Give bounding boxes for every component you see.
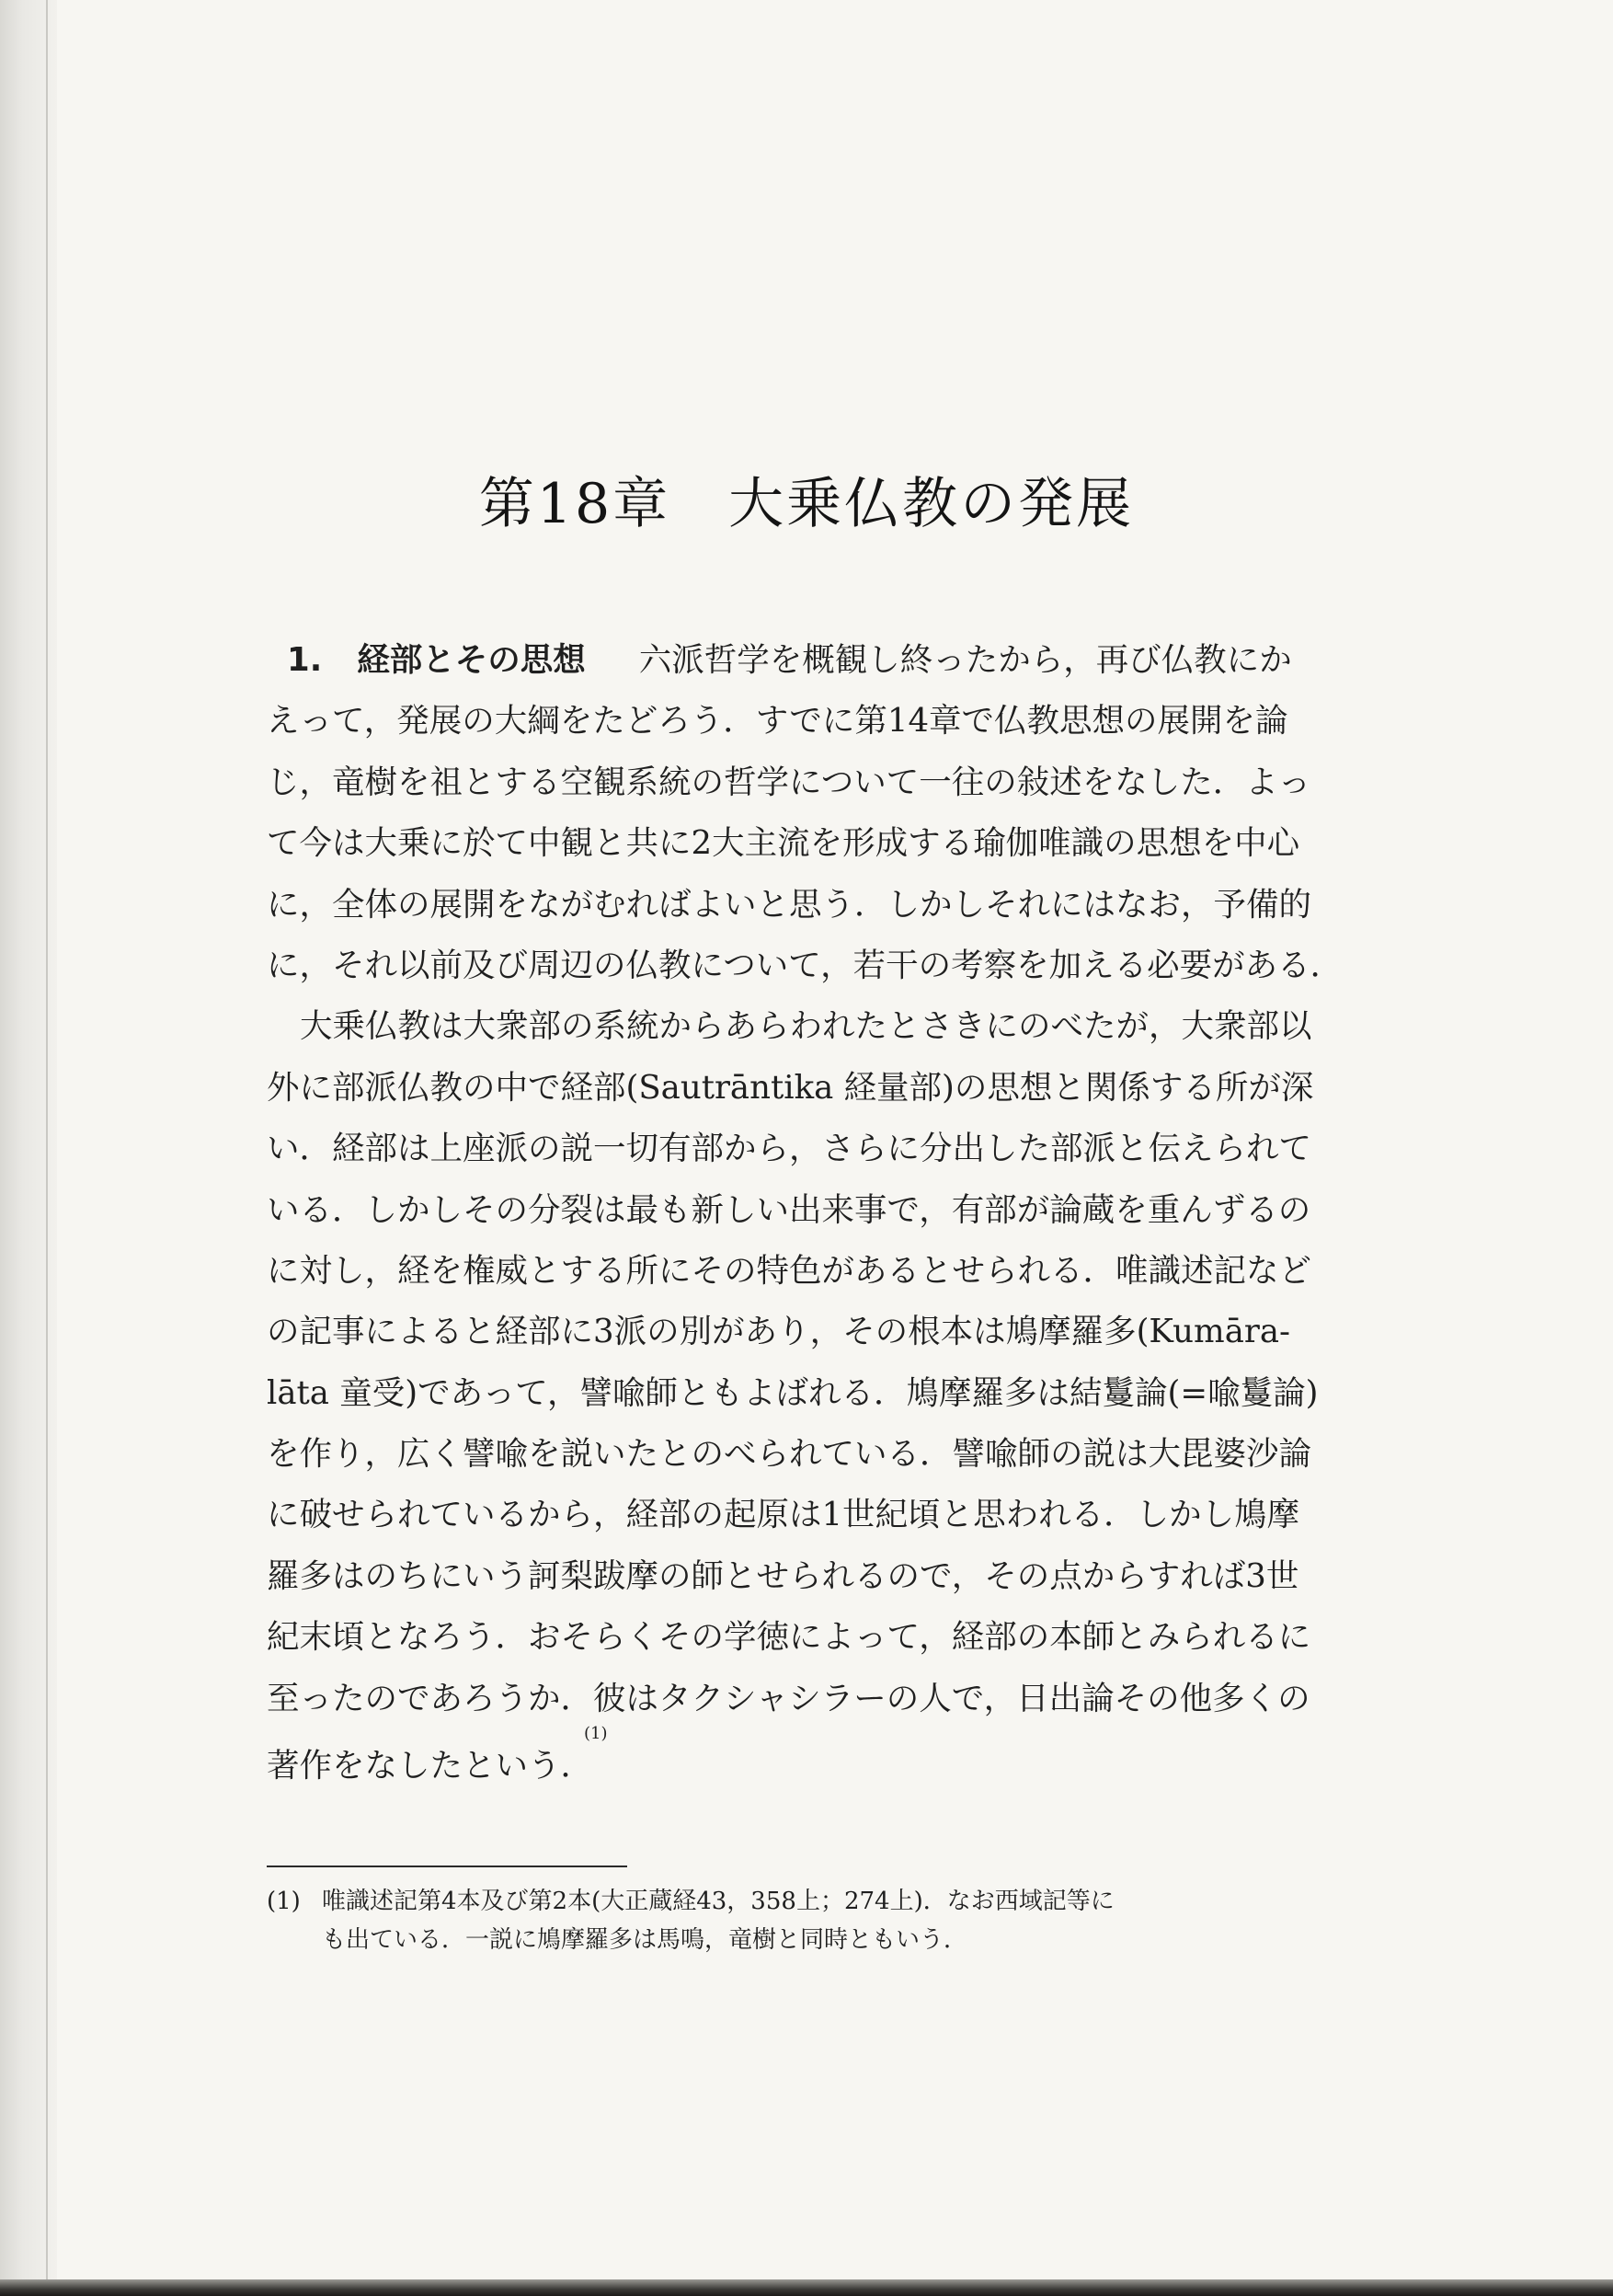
scan-gutter	[0, 0, 57, 2296]
paragraph-2-line: に対し，経を権威とする所にその特色があるとせられる．唯識述記など	[267, 1251, 1312, 1290]
footnote	[267, 1882, 1361, 1959]
paragraph-2-line: 外に部派仏教の中で経部(Sautrāntika 経量部)の思想と関係する所が深	[267, 1068, 1314, 1107]
footnote-line	[267, 1882, 1361, 1921]
paragraph-1-line: に，それ以前及び周辺の仏教について，若干の考察を加える必要がある．	[267, 946, 1344, 984]
paragraph-1-line	[267, 630, 1361, 691]
paragraph-1-line: えって，発展の大綱をたどろう．すでに第14章で仏教思想の展開を論	[267, 702, 1288, 740]
paragraph-2-line: を作り，広く譬喩を説いたとのべられている．譬喩師の説は大毘婆沙論	[267, 1435, 1312, 1474]
section-title: 経部とその思想	[357, 641, 586, 679]
paragraph-2-line: 至ったのであろうか．彼はタクシャシラーの人で，日出論その他多くの	[267, 1679, 1310, 1717]
footnote-number: (1)	[267, 1888, 301, 1915]
paragraph-2-line	[267, 1724, 1361, 1790]
paragraph-2-line: いる．しかしその分裂は最も新しい出来事で，有部が論蔵を重んずるの	[267, 1190, 1311, 1229]
paragraph-text: 著作をなしたという．	[267, 1746, 594, 1785]
footnote-text: 唯識述記第4本及び第2本(大正蔵経43，358上；274上)．なお西域記等に	[322, 1888, 1115, 1915]
paragraph-1-line: に，全体の展開をながむればよいと思う．しかしそれにはなお，予備的	[267, 885, 1312, 924]
paragraph-2-line: 大乗仏教は大衆部の系統からあらわれたとさきにのべたが，大衆部以	[300, 1007, 1312, 1046]
section-number: 1.	[287, 641, 323, 679]
paragraph-2-line: い．経部は上座派の説一切有部から，さらに分出した部派と伝えられて	[267, 1130, 1312, 1168]
scan-gutter-line	[46, 0, 48, 2296]
paragraph-2-line: lāta 童受)であって，譬喩師ともよばれる．鳩摩羅多は結鬘論(=喩鬘論)	[267, 1373, 1319, 1412]
footnote-line: も出ている．一説に鳩摩羅多は馬鳴，竜樹と同時ともいう．	[322, 1926, 968, 1954]
footnote-divider	[267, 1866, 627, 1867]
paragraph-1-line: て今は大乗に於て中観と共に2大主流を形成する瑜伽唯識の思想を中心	[267, 824, 1300, 863]
scan-bottom-edge	[0, 2279, 1613, 2296]
footnote-reference[interactable]: (1)	[584, 1724, 608, 1744]
chapter-title: 第18章 大乗仏教の発展	[478, 472, 1135, 536]
paragraph-2-line: の記事によると経部に3派の別があり，その根本は鳩摩羅多(Kumāra-	[267, 1313, 1290, 1351]
body-text	[267, 630, 1361, 1790]
paragraph-2-line: 羅多はのちにいう訶梨跋摩の師とせられるので，その点からすれば3世	[267, 1556, 1299, 1595]
paragraph-2-line: 紀末頃となろう．おそらくその学徳によって，経部の本師とみられるに	[267, 1618, 1311, 1657]
section-heading	[287, 641, 586, 679]
paragraph-2-line: に破せられているから，経部の起原は1世紀頃と思われる．しかし鳩摩	[267, 1496, 1300, 1534]
paragraph-1-line: じ，竜樹を祖とする空観系統の哲学について一往の敍述をなした．よっ	[267, 763, 1311, 801]
paragraph-text: 六派哲学を概観し終ったから，再び仏教にか	[638, 641, 1292, 679]
